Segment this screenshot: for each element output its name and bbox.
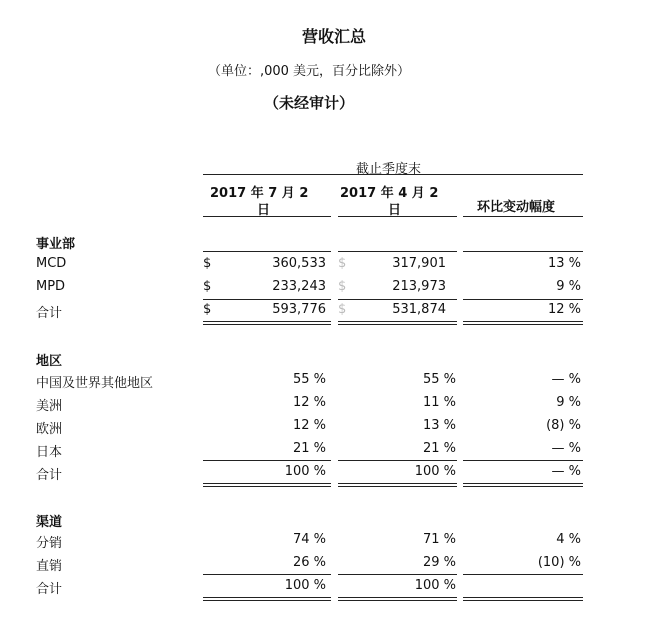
currency-symbol: $ (338, 302, 347, 317)
row-label: 合计 (36, 582, 63, 597)
division-subtotal-rule-col1 (203, 299, 331, 300)
value-col1: 233,243 (272, 279, 326, 294)
section-heading-channel: 渠道 (36, 515, 63, 530)
col1-header-line1: 2017 年 7 月 2 (210, 186, 309, 201)
header-rule-col1 (203, 216, 331, 217)
change-col: (10) % (537, 555, 581, 570)
row-label: 中国及世界其他地区 (36, 376, 154, 391)
value-col2: 21 % (422, 441, 456, 456)
division-top-rule-col1 (203, 251, 331, 252)
audit-note: （未经审计） (263, 94, 354, 112)
row-label: MCD (36, 256, 67, 271)
change-col: 13 % (547, 256, 581, 271)
col1-header-line2: 日 (257, 203, 271, 218)
period-header-rule (203, 174, 583, 175)
division-subtotal-rule-col2 (338, 299, 457, 300)
division-top-rule-col2 (338, 251, 457, 252)
value-col2: 71 % (422, 532, 456, 547)
row-label: 日本 (36, 445, 63, 460)
col2-header-line1: 2017 年 4 月 2 (340, 186, 439, 201)
row-label: 合计 (36, 306, 63, 321)
col3-header: 环比变动幅度 (477, 200, 556, 215)
header-rule-col2 (338, 216, 457, 217)
change-col: — % (551, 441, 581, 456)
table-row (0, 395, 668, 417)
channel-total-double-rule-col1 (203, 597, 331, 601)
value-col2: 11 % (422, 395, 456, 410)
region-total-double-rule-col3 (463, 483, 583, 487)
change-col: — % (551, 464, 581, 479)
division-total-double-rule-col1 (203, 321, 331, 325)
row-label: 直销 (36, 559, 63, 574)
table-row (0, 256, 668, 278)
change-col: (8) % (546, 418, 581, 433)
table-row (0, 418, 668, 440)
currency-symbol: $ (338, 256, 347, 271)
table-row (0, 279, 668, 301)
table-row (0, 532, 668, 554)
channel-subtotal-rule-col1 (203, 574, 331, 575)
table-row (0, 372, 668, 394)
value-col1: 100 % (284, 578, 326, 593)
period-header: 截止季度末 (356, 162, 422, 177)
row-label: 合计 (36, 468, 63, 483)
value-col2: 13 % (422, 418, 456, 433)
value-col2: 531,874 (392, 302, 446, 317)
division-total-double-rule-col3 (463, 321, 583, 325)
value-col2: 317,901 (392, 256, 446, 271)
col2-header-line2: 日 (388, 203, 402, 218)
currency-symbol: $ (203, 256, 212, 271)
value-col1: 21 % (292, 441, 326, 456)
row-label: 分销 (36, 536, 63, 551)
division-total-double-rule-col2 (338, 321, 457, 325)
change-col: 4 % (556, 532, 581, 547)
region-total-double-rule-col2 (338, 483, 457, 487)
section-heading-division: 事业部 (36, 237, 76, 252)
change-col: — % (551, 372, 581, 387)
value-col2: 100 % (414, 464, 456, 479)
value-col2: 29 % (422, 555, 456, 570)
value-col1: 593,776 (272, 302, 326, 317)
channel-total-double-rule-col3 (463, 597, 583, 601)
unit-note: （单位：,000 美元，百分比除外） (207, 64, 411, 79)
value-col1: 26 % (292, 555, 326, 570)
value-col1: 55 % (292, 372, 326, 387)
row-label: MPD (36, 279, 66, 294)
region-subtotal-rule-col1 (203, 460, 331, 461)
currency-symbol: $ (338, 279, 347, 294)
value-col1: 12 % (292, 418, 326, 433)
channel-total-double-rule-col2 (338, 597, 457, 601)
channel-subtotal-rule-col3 (463, 574, 583, 575)
currency-symbol: $ (203, 279, 212, 294)
section-heading-region: 地区 (36, 354, 63, 369)
change-col: 9 % (556, 279, 581, 294)
value-col2: 100 % (414, 578, 456, 593)
value-col2: 55 % (422, 372, 456, 387)
division-subtotal-rule-col3 (463, 299, 583, 300)
region-subtotal-rule-col2 (338, 460, 457, 461)
change-col: 9 % (556, 395, 581, 410)
report-title: 营收汇总 (301, 27, 366, 46)
currency-symbol: $ (203, 302, 212, 317)
division-top-rule-col3 (463, 251, 583, 252)
value-col2: 213,973 (392, 279, 446, 294)
row-label: 欧洲 (36, 422, 63, 437)
value-col1: 360,533 (272, 256, 326, 271)
row-label: 美洲 (36, 399, 63, 414)
value-col1: 100 % (284, 464, 326, 479)
channel-subtotal-rule-col2 (338, 574, 457, 575)
region-total-double-rule-col1 (203, 483, 331, 487)
header-rule-col3 (463, 216, 583, 217)
value-col1: 74 % (292, 532, 326, 547)
value-col1: 12 % (292, 395, 326, 410)
change-col: 12 % (547, 302, 581, 317)
region-subtotal-rule-col3 (463, 460, 583, 461)
